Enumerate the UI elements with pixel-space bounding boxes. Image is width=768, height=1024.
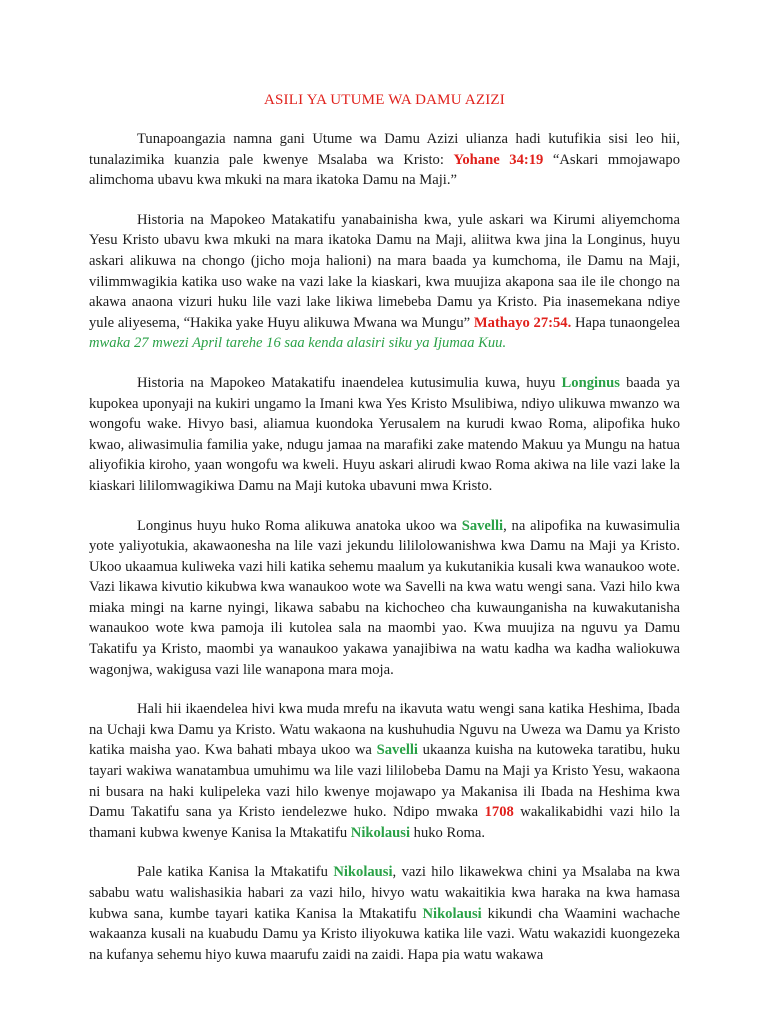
text: , vazi hilo likawekwa chini ya Msalaba na kwa sababu watu walishasikia habari za vazi hilo, hivyo watu wakaitikia kwa haraka na kwa hamasa kubwa sana, kumbe tayari katika Kanisa la Mtakatifu: [89, 864, 680, 922]
scripture-reference: Mathayo 27:54.: [473, 314, 572, 331]
paragraph-4: [89, 516, 680, 681]
year-highlight: 1708: [484, 804, 514, 821]
text: Hapa tunaongelea: [571, 314, 680, 331]
text: Longinus huyu huko Roma alikuwa anatoka ukoo wa: [137, 517, 462, 534]
text: huko Roma.: [410, 824, 486, 841]
name-highlight: Longinus: [561, 374, 620, 391]
paragraph-3: [89, 373, 680, 497]
name-highlight: Nikolausi: [333, 864, 393, 881]
paragraph-6: [89, 862, 680, 965]
text: Historia na Mapokeo Matakatifu yanabainisha kwa, yule askari wa Kirumi aliyemchoma Yesu Kristo ubavu kwa mkuki na mara ikatoka Damu na Maji, aliitwa kwa jina la Longinus, huyu askari alikuwa na chongo (jicho moja halioni) na mara baada ya kumchoma, ile Damu na Maji, vilimmwagikia katika uso wake na vazi lake la kiaskari, kwa muujiza akapona saa ile ile chongo na akawa anaona vizuri huku lile vazi lake likiwa limebeba Damu ya Kristo. Pia inasemekana ndiye yule aliyesema, “Hakika yake Huyu alikuwa Mwana wa Mungu”: [89, 211, 680, 331]
scripture-reference: Yohane 34:19: [453, 151, 544, 168]
name-highlight: Savelli: [461, 517, 504, 534]
paragraph-1: [89, 129, 680, 191]
text: wakalikabidhi vazi hilo la thamani kubwa kwenye Kanisa la Mtakatifu: [89, 804, 680, 841]
text: , na alipofika na kuwasimulia yote yaliyotukia, akawaonesha na lile vazi jekundu lililolowanishwa kwa Damu na Maji ya Kristo. Ukoo ukaamua kuliweka vazi hili katika sehemu maalum ya kukutanikia kusali kwa wanaukoo wote. Vazi likawa kivutio kikubwa kwa wanaukoo wote wa Savelli na kwa watu wengi sana. Vazi hilo kwa miaka mingi na karne nyingi, likawa sababu na kichocheo cha kuwaunganisha na kuwakutanisha wanaukoo wote kwa pamoja ili kutolea sala na maombi yao. Kwa muujiza na nguvu ya Damu Takatifu ya Kristo, maombi ya wanaukoo yakawa yanajibiwa na watu kadha wa kadha waliokuwa wagonjwa, wakigusa vazi lile wanapona mara moja.: [89, 517, 680, 678]
text: Tunapoangazia namna gani Utume wa Damu Azizi ulianza hadi kutufikia sisi leo hii, tunalazimika kuanzia pale kwenye Msalaba wa Kristo:: [89, 131, 680, 168]
text: kikundi cha Waamini wachache wakaanza kusali na kuabudu Damu ya Kristo iliyokuwa katika lile vazi. Watu wakazidi kuongezeka na kufanya sehemu hiyo kuwa maarufu zaidi na zaidi. Hapa pia watu wakawa: [89, 905, 680, 963]
text: Hali hii ikaendelea hivi kwa muda mrefu na ikavuta watu wengi sana katika Heshima, Ibada na Uchaji kwa Damu ya Kristo. Watu wakaona na kushuhudia Nguvu na Uweza wa Damu ya Kristo katika maisha yao. Kwa bahati mbaya ukoo wa: [89, 701, 680, 759]
text: “Askari mmojawapo alimchoma ubavu kwa mkuki na mara ikatoka Damu na Maji.”: [89, 151, 681, 189]
document-title: ASILI YA UTUME WA DAMU AZIZI: [263, 92, 505, 108]
text: Pale katika Kanisa la Mtakatifu: [137, 864, 334, 881]
name-highlight: Nikolausi: [350, 824, 411, 841]
text: baada ya kupokea uponyaji na kukiri ungamo la Imani kwa Yes Kristo Msulibiwa, ndiyo ulikuwa mwanzo wa wongofu wake. Hivyo basi, aliamua kuondoka Yerusalem na kurudi kwao Roma, alipofika huko kwao, aliwasimulia familia yake, ndugu jamaa na marafiki zake matendo Makuu ya Mungu na hatua aliyofikia kiroho, yaan wongofu wa kweli. Huyu askari alirudi kwao Roma akiwa na lile vazi lake la kiaskari lililomwagikiwa Damu na Maji kutoka ubavuni mwa Kristo.: [89, 374, 680, 494]
paragraph-2: [89, 210, 680, 354]
text: Historia na Mapokeo Matakatifu inaendelea kutusimulia kuwa, huyu: [137, 374, 562, 391]
name-highlight: Nikolausi: [422, 905, 482, 922]
text: ukaanza kuisha na kutoweka taratibu, huku tayari wakiwa wanatambua umuhimu wa lile vazi lililobeba Damu na Maji ya Kristo Yesu, wakaona ni busara na haki kulipeleka vazi hilo kwenye mojawapo ya Makanisa ili Ibada na Heshima kwa Damu Takatifu sana ya Kristo iendelezwe huko. Ndipo mwaka: [89, 742, 680, 821]
paragraph-5: [89, 699, 680, 843]
name-highlight: Savelli: [376, 742, 418, 759]
date-highlight: mwaka 27 mwezi April tarehe 16 saa kenda alasiri siku ya Ijumaa Kuu.: [89, 335, 507, 352]
